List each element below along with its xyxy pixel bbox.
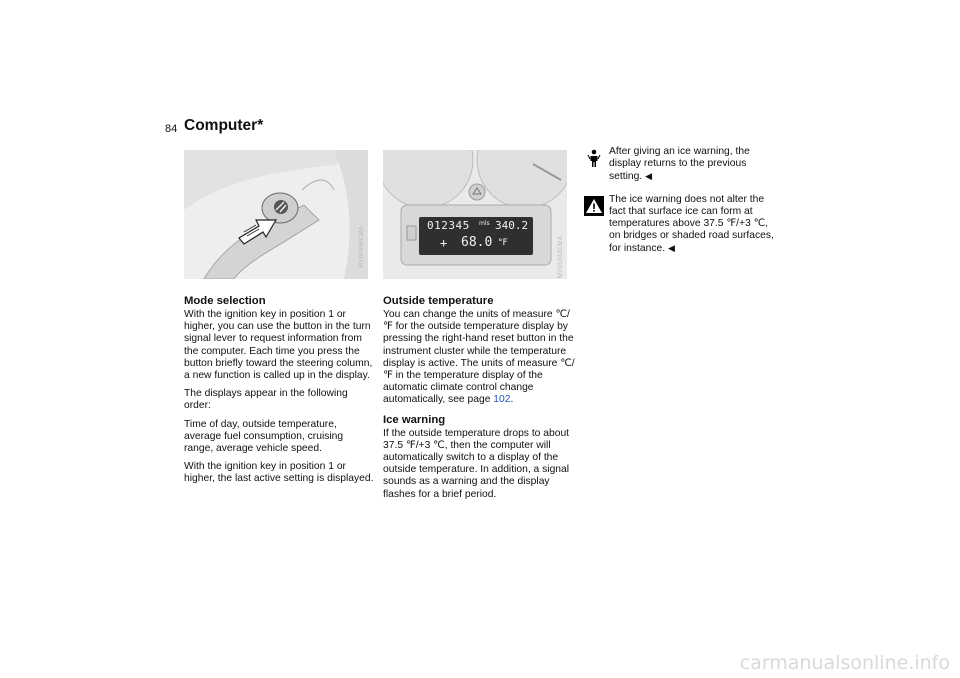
paragraph: Time of day, outside temperature, average fuel consumption, cruising range, average vehicle speed. <box>184 418 344 455</box>
notes-column <box>584 146 776 266</box>
note-text: After giving an ice warning, the display returns to the previous setting. <box>609 146 750 183</box>
note <box>584 194 776 256</box>
temperature-unit: °F <box>498 238 508 248</box>
figure-code: MV01043CMA <box>558 235 564 278</box>
mode-selection-section <box>184 294 374 492</box>
paragraph: With the ignition key in position 1 or higher, the last active setting is displayed. <box>184 461 374 485</box>
end-mark: ◀ <box>645 171 652 182</box>
punctuation: . <box>510 394 514 406</box>
lever-button-figure <box>184 150 368 279</box>
page-title: Computer* <box>184 117 264 134</box>
temperature-readout: 68.0 <box>461 235 493 250</box>
instrument-display-figure <box>383 150 567 279</box>
odometer-readout: 012345 <box>427 219 470 232</box>
figure-code: MV00906CMA <box>359 225 365 268</box>
footer-watermark: carmanualsonline.info <box>739 652 950 674</box>
end-mark: ◀ <box>667 243 675 254</box>
section-heading: Mode selection <box>184 295 266 307</box>
paragraph: With the ignition key in position 1 or higher, you can use the button in the turn signal lever to request information from the computer. Each time you press the button briefly toward the steering column, a new function is called up in the display. <box>184 309 373 382</box>
note <box>584 146 776 184</box>
range-readout: 340.2 <box>495 219 529 232</box>
note-text: The ice warning does not alter the fact that surface ice can form at temperatures above 37.5 ℉/+3 ℃, on bridges or shaded road surfaces, for instance. <box>609 193 774 255</box>
temperature-sign: + <box>440 236 448 250</box>
page-link[interactable]: 102 <box>493 394 511 406</box>
paragraph-text: You can change the units of measure ℃/℉ for the outside temperature display by pressing the right-hand reset button in the instrument cluster while the temperature display is active. The units of measure ℃/℉ in the temperature display of the automatic climate control change automatically, see page <box>383 309 575 406</box>
steering-lever-illustration <box>184 150 368 279</box>
middle-column <box>383 294 575 507</box>
warning-triangle-icon <box>584 196 604 216</box>
distance-unit: mls <box>479 220 490 227</box>
person-note-icon <box>584 148 604 168</box>
instrument-cluster-illustration <box>383 150 567 279</box>
page-number: 84 <box>165 123 178 135</box>
paragraph: If the outside temperature drops to about 37.5 ℉/+3 ℃, then the computer will automatically switch to a display of the outside temperature. In addition, a signal sounds as a warning and the display flashes for a brief period. <box>383 427 570 500</box>
section-heading: Ice warning <box>383 413 446 426</box>
paragraph <box>383 309 575 407</box>
section-heading: Outside temperature <box>383 295 494 307</box>
paragraph: The displays appear in the following order: <box>184 388 348 412</box>
